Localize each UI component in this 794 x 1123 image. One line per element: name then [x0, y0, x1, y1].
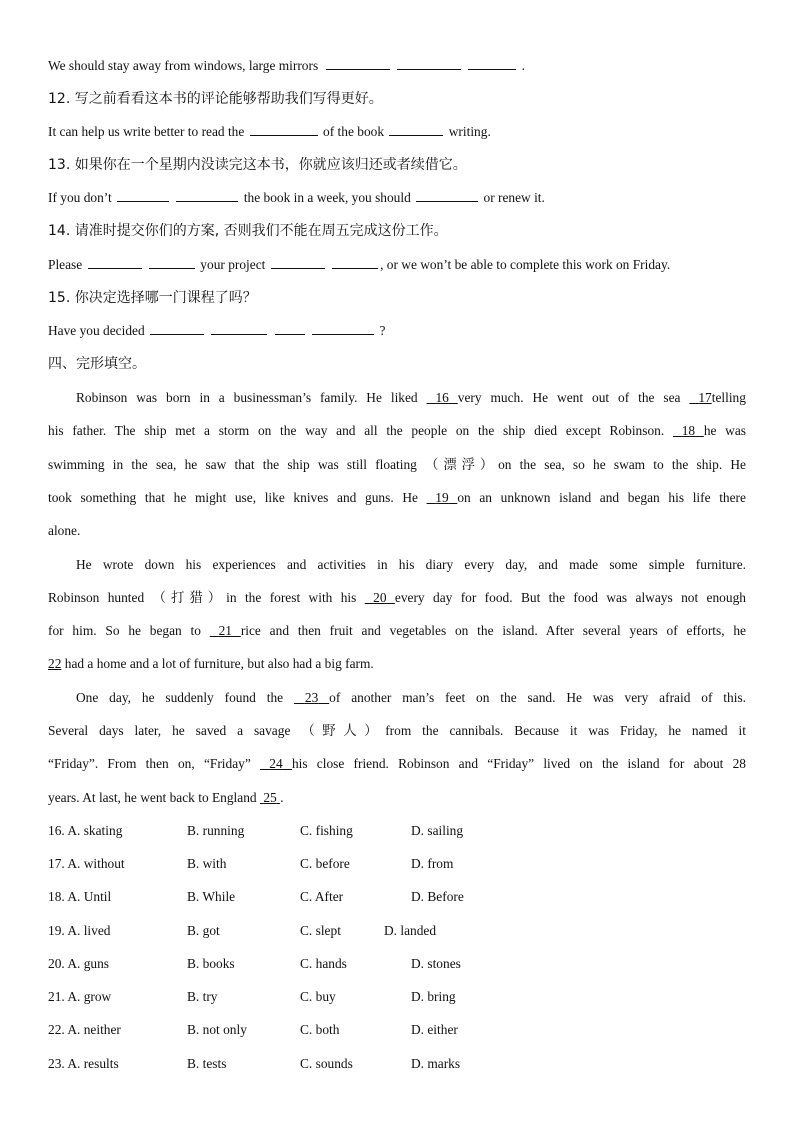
option-d: D. from: [411, 856, 454, 871]
option-a: 22. A. neither: [48, 1022, 121, 1037]
option-b: B. running: [187, 823, 245, 838]
option-a: 18. A. Until: [48, 889, 112, 904]
passage-text: telling: [711, 390, 746, 405]
answer-blank: [397, 57, 461, 70]
sentence-text: or renew it.: [483, 190, 545, 205]
passage-text: his father. The ship met a storm on the way and all the people on the ship died except Robinson.: [48, 423, 665, 438]
answer-blank: [326, 57, 390, 70]
exercise-13-sentence: [48, 188, 746, 208]
sentence-text: writing.: [448, 124, 491, 139]
sentence-text: your project: [200, 257, 266, 272]
passage-text: .: [280, 790, 284, 805]
passage-text: he was: [703, 423, 746, 438]
answer-blank: [271, 256, 325, 269]
passage-text: One day, he suddenly found the: [76, 690, 284, 705]
passage-text: on an unknown island and began his life there: [457, 490, 746, 505]
blank-number: 19: [435, 490, 449, 505]
passage-line: [48, 688, 746, 708]
passage-line: [48, 488, 746, 508]
sentence-text: Please: [48, 257, 83, 272]
answer-blank: [468, 57, 516, 70]
option-c: C. After: [300, 889, 344, 904]
exercise-15-chinese: 15. 你决定选择哪一门课程了吗？: [48, 290, 257, 306]
passage-text: “Friday”. From then on, “Friday”: [48, 756, 251, 771]
passage-line: [48, 621, 746, 641]
sentence-text: It can help us write better to read the: [48, 124, 245, 139]
option-b: B. got: [187, 923, 220, 938]
answer-blank: [275, 322, 305, 335]
passage-text: for him. So he began to: [48, 623, 201, 638]
sentence-text: of the book: [323, 124, 385, 139]
blank-number: 22: [48, 656, 62, 671]
sentence-end: ?: [379, 323, 386, 338]
option-c: C. both: [300, 1022, 340, 1037]
passage-line: [48, 588, 746, 608]
blank-number: 17: [698, 390, 712, 405]
passage-line: [48, 788, 746, 808]
passage-line: [48, 421, 746, 441]
option-c: C. slept: [300, 923, 341, 938]
option-a: 16. A. skating: [48, 823, 123, 838]
passage-line: alone.: [48, 523, 81, 538]
passage-text: very much. He went out of the sea: [457, 390, 681, 405]
answer-blank: [88, 256, 142, 269]
sentence-text: , or we won’t be able to complete this work on Friday.: [380, 257, 671, 272]
sentence-end: .: [521, 58, 525, 73]
blank-number: 24: [269, 756, 283, 771]
passage-line: Several days later, he saved a savage （野人）from the cannibals. Because it was Friday, he named it: [48, 723, 746, 738]
passage-text: of another man’s feet on the sand. He was very afraid of this.: [329, 690, 747, 705]
sentence-text: the book in a week, you should: [243, 190, 411, 205]
exercise-15-sentence: [48, 321, 746, 341]
answer-blank: [211, 322, 267, 335]
passage-text: took something that he might use, like knives and guns. He: [48, 490, 418, 505]
passage-text: had a home and a lot of furniture, but also had a big farm.: [64, 656, 374, 671]
option-d: D. sailing: [411, 823, 464, 838]
answer-blank: [332, 256, 378, 269]
exercise-11-sentence: [48, 56, 746, 76]
answer-blank: [312, 322, 374, 335]
answer-blank: [389, 123, 443, 136]
blank-number: 20: [373, 590, 387, 605]
option-c: C. before: [300, 856, 350, 871]
passage-line: [48, 388, 746, 408]
option-a: 23. A. results: [48, 1056, 119, 1071]
option-a: 20. A. guns: [48, 956, 110, 971]
blank-number: 21: [218, 623, 232, 638]
passage-text: his close friend. Robinson and “Friday” lived on the island for about 28: [291, 756, 747, 771]
passage-text: every day for food. But the food was always not enough: [394, 590, 746, 605]
option-b: B. While: [187, 889, 236, 904]
exercise-14-chinese: 14. 请准时提交你们的方案, 否则我们不能在周五完成这份工作。: [48, 223, 448, 239]
passage-text: Robinson was born in a businessman’s family. He liked: [76, 390, 418, 405]
option-b: B. not only: [187, 1022, 247, 1037]
option-d: D. landed: [384, 923, 437, 938]
option-d: D. marks: [411, 1056, 461, 1071]
option-c: C. sounds: [300, 1056, 353, 1071]
option-c: C. fishing: [300, 823, 353, 838]
option-c: C. hands: [300, 956, 347, 971]
exercise-14-sentence: [48, 255, 746, 275]
option-d: D. bring: [411, 989, 456, 1004]
answer-blank: [176, 189, 238, 202]
blank-number: 23: [304, 690, 319, 705]
blank-number: 16: [435, 390, 449, 405]
sentence-text: Have you decided: [48, 323, 145, 338]
passage-text: Robinson hunted （打猎）in the forest with his: [48, 590, 357, 605]
answer-blank: [150, 322, 204, 335]
option-a: 19. A. lived: [48, 923, 111, 938]
section-heading: 四、完形填空。: [48, 356, 146, 372]
option-b: B. books: [187, 956, 235, 971]
option-d: D. either: [411, 1022, 458, 1037]
option-b: B. tests: [187, 1056, 227, 1071]
exercise-12-chinese: 12. 写之前看看这本书的评论能够帮助我们写得更好。: [48, 91, 383, 107]
passage-line: [48, 754, 746, 774]
passage-line: He wrote down his experiences and activities in his diary every day, and made some simple furniture.: [76, 557, 746, 572]
option-d: D. Before: [411, 889, 464, 904]
passage-line: swimming in the sea, he saw that the ship was still floating （漂浮）on the sea, so he swam to the ship. He: [48, 457, 746, 472]
sentence-text: We should stay away from windows, large mirrors: [48, 58, 319, 73]
answer-blank: [250, 123, 318, 136]
option-b: B. with: [187, 856, 227, 871]
answer-blank: [149, 256, 195, 269]
passage-line: [48, 654, 746, 674]
exercise-12-sentence: [48, 122, 746, 142]
option-a: 17. A. without: [48, 856, 125, 871]
answer-blank: [117, 189, 169, 202]
option-b: B. try: [187, 989, 218, 1004]
sentence-text: If you don’t: [48, 190, 112, 205]
passage-text: rice and then fruit and vegetables on the island. After several years of efforts, he: [240, 623, 746, 638]
option-c: C. buy: [300, 989, 336, 1004]
passage-text: years. At last, he went back to England: [48, 790, 257, 805]
exercise-13-chinese: 13. 如果你在一个星期内没读完这本书，你就应该归还或者续借它。: [48, 157, 467, 173]
option-a: 21. A. grow: [48, 989, 112, 1004]
option-d: D. stones: [411, 956, 461, 971]
answer-blank: [416, 189, 478, 202]
blank-number: 18: [681, 423, 696, 438]
blank-number: 25: [263, 790, 277, 805]
